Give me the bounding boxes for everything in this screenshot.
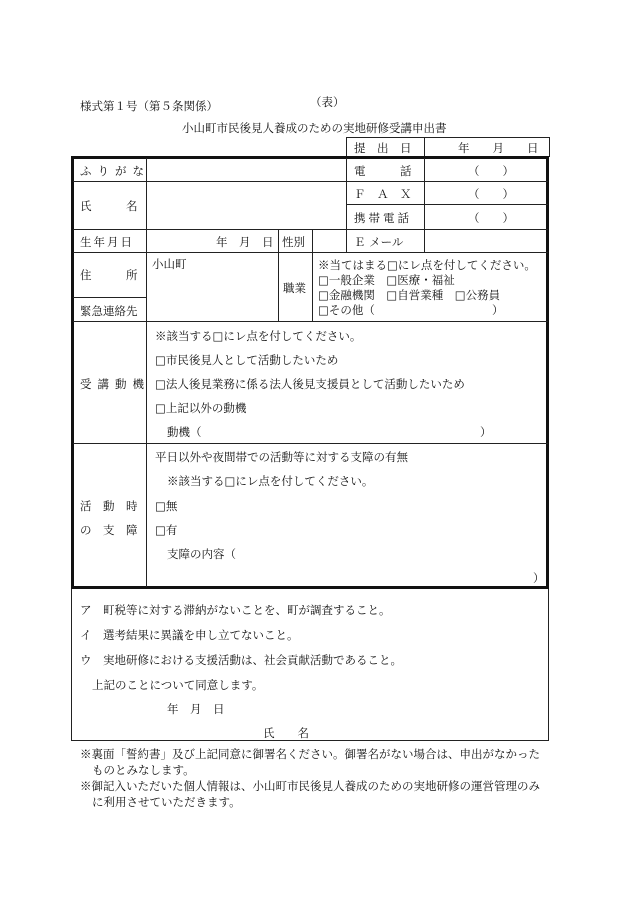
agreement-consent: 上記のことについて同意します。 [92,678,264,692]
occupation-label: 職業 [283,281,306,295]
gender-input[interactable] [314,231,345,251]
address-label: 住 所 [80,268,138,282]
footnote-2-line1: ※御記入いただいた個人情報は、小山町市民後見人養成のための実地研修の運営管理のみ [80,779,540,793]
signature-input[interactable] [330,721,540,739]
furigana-input[interactable] [148,159,345,180]
motivation-label: 受講動機 [80,377,150,391]
phone-label: 電 話 [354,164,412,178]
furigana-label: ふりがな [80,164,150,178]
form-title: 小山町市民後見人養成のための実地研修受講申出書 [182,121,447,135]
fax-label: Ｆ Ａ Ｘ [354,187,412,201]
mobile-input[interactable]: （ ） [468,211,514,225]
occupation-options-1[interactable]: □一般企業 □医療・福祉 [318,273,455,287]
motivation-option-corporate-support[interactable]: □法人後見業務に係る法人後見支援員として活動したいため [155,377,465,391]
side-label: （表） [310,95,345,109]
support-option-yes[interactable]: □有 [155,523,178,537]
name-label: 氏 名 [80,199,138,213]
gender-label: 性別 [282,235,305,249]
support-label-line2: の 支 障 [80,523,138,537]
emergency-contact-label: 緊急連絡先 [80,304,138,318]
motivation-instruction: ※該当する□にレ点を付してください。 [155,329,362,343]
occupation-other-open[interactable]: □その他（ [318,303,375,317]
occupation-options-2[interactable]: □金融機関 □自営業種 □公務員 [318,288,501,302]
address-input[interactable]: 小山町 [152,257,187,271]
mobile-label: 携帯電話 [354,211,412,225]
phone-input[interactable]: （ ） [468,164,514,178]
occupation-instruction: ※当てはまる□にレ点を付してください。 [318,258,536,272]
motivation-detail-close: ） [480,425,492,439]
motivation-option-citizen-guardian[interactable]: □市民後見人として活動したいため [155,353,339,367]
support-label-line1: 活 動 時 [80,499,138,513]
occupation-other-close: ） [492,303,504,317]
fax-input[interactable]: （ ） [468,187,514,201]
birthdate-label: 生年月日 [80,235,134,249]
submission-date-label: 提 出 日 [354,141,412,155]
motivation-detail-open[interactable]: 動機（ [167,425,202,439]
footnote-1-line1: ※裏面「誓約書」及び上記同意に御署名ください。御署名がない場合は、申出がなかった [80,747,540,761]
support-option-no[interactable]: □無 [155,499,178,513]
agreement-signature-label: 氏 名 [263,726,309,740]
agreement-item-a: ア 町税等に対する滞納がないことを、町が調査すること。 [80,603,391,617]
agreement-item-u: ウ 実地研修における支援活動は、社会貢献活動であること。 [80,653,402,667]
name-input[interactable] [148,183,345,228]
form-number: 様式第１号（第５条関係） [80,99,218,113]
submission-date-field[interactable]: 年 月 日 [458,141,539,155]
support-detail-close: ） [533,571,545,585]
support-detail-open[interactable]: 支障の内容（ [167,547,236,561]
agreement-item-i: イ 選考結果に異議を申し立てないこと。 [80,628,299,642]
footnote-1-line2: ものとみなします。 [92,763,195,777]
birthdate-input[interactable]: 年 月 日 [216,235,274,249]
footnote-2-line2: に利用させていただきます。 [92,795,241,809]
email-label: Ｅ メール [354,235,404,249]
email-input[interactable] [426,231,547,251]
motivation-option-other[interactable]: □上記以外の動機 [155,401,247,415]
support-instruction: ※該当する□にレ点を付してください。 [167,474,374,488]
support-question: 平日以外や夜間帯での活動等に対する支障の有無 [155,450,408,464]
emergency-contact-input[interactable] [148,299,277,320]
agreement-date-field[interactable]: 年 月 日 [167,702,225,716]
